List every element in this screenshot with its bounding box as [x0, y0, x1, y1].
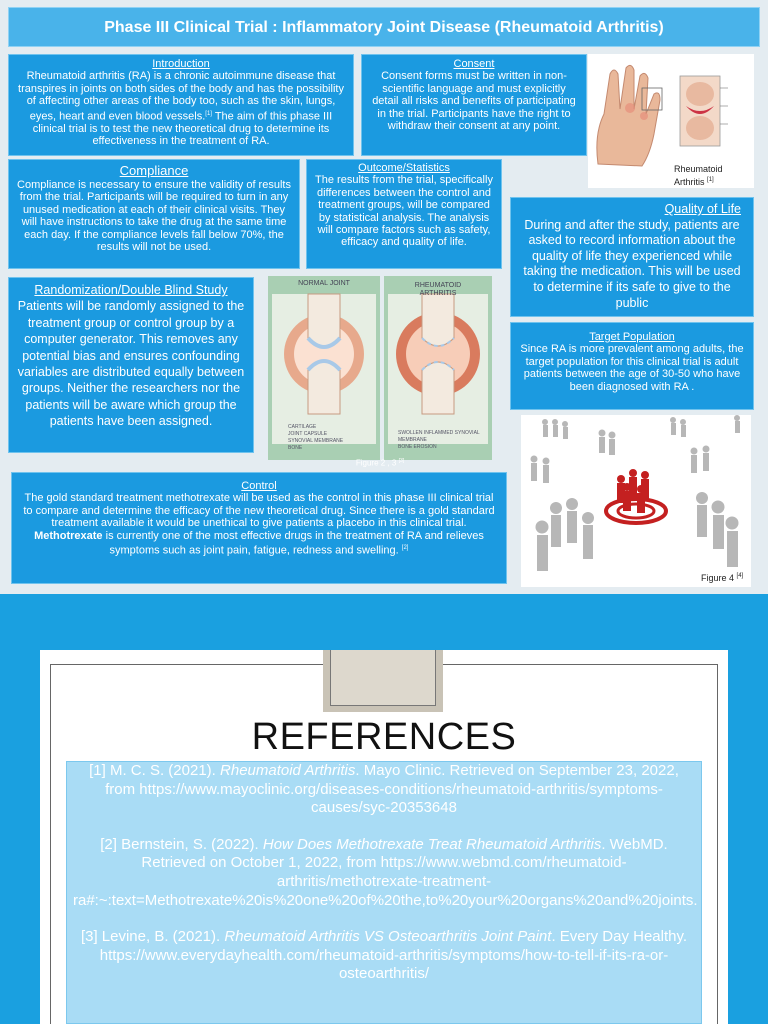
part-joint-capsule: JOINT CAPSULE	[288, 431, 328, 437]
target-population-panel	[510, 322, 754, 410]
figure-4-target-group	[521, 415, 751, 587]
consent-text: Consent forms must be written in non-scientific language and must explicitly detail all risks and benefits of participating in the trial. Participants have the right to withdraw their consent at any point.	[372, 70, 576, 133]
figure-4-citation: [4]	[736, 573, 744, 579]
figure-1-citation: [1]	[707, 177, 714, 183]
references-heading: REFERENCES	[251, 716, 517, 758]
reference-item	[73, 835, 698, 910]
ra-joint-parts	[398, 430, 482, 451]
ra-joint-label: RHEUMATOID ARTHRITIS	[414, 282, 462, 297]
reference-item	[73, 928, 695, 984]
reference-3-title: Rheumatoid Arthritis VS Osteoarthritis Joint Paint	[224, 928, 552, 946]
quality-of-life-panel	[510, 197, 754, 317]
references-list	[66, 761, 702, 1024]
part-synovial-membrane: SYNOVIAL MEMBRANE	[288, 438, 344, 444]
target-heading: Target Population	[589, 331, 675, 343]
figure-4-caption-text: Figure 4	[701, 573, 735, 583]
introduction-heading: Introduction	[152, 58, 210, 70]
reference-3-source: . Every Day Healthy. https://www.everydayhealth.com/rheumatoid-arthritis/symptoms/how-to-tell-if-its-ra-or-osteoarthritis/	[99, 928, 688, 983]
control-heading: Control	[241, 480, 277, 492]
part-bone-erosion: BONE EROSION	[398, 444, 437, 450]
quality-heading: Quality of Life	[664, 202, 741, 216]
reference-1-source: . Mayo Clinic. Retrieved on September 23, 2022, from https://www.mayoclinic.org/diseases-conditions/rheumatoid-arthritis/symptoms-causes/syc-20353648	[105, 762, 679, 817]
introduction-text: Rheumatoid arthritis (RA) is a chronic autoimmune disease that transpires in joints on both sides of the body and has the possibility of affecting other areas of the body too, such as the skin, lungs, eyes, heart and even blood vessels.	[18, 70, 344, 123]
introduction-citation: [1]	[205, 110, 212, 117]
people-target-illustration	[521, 415, 751, 587]
normal-joint-parts	[288, 424, 343, 452]
poster-title: Phase III Clinical Trial : Inflammatory Joint Disease (Rheumatoid Arthritis)	[8, 7, 760, 47]
reference-3-author: [3] Levine, B. (2021).	[80, 928, 225, 946]
quality-text: During and after the study, patients are asked to record information about the quality of life they experienced while taking the medication. This will be used to determine if its safe to give to the public	[523, 217, 741, 310]
randomization-panel	[8, 277, 254, 453]
control-text: The gold standard treatment methotrexate will be used as the control in this phase III clinical trial to compare and determine the efficacy of the new theoretical drug. Since there is a gold standard treatment available it would be unethical to give patients a placebo in this clinical trial.	[23, 492, 495, 530]
figure-2-3-caption	[268, 458, 492, 468]
figure-1-rheumatoid-hand	[588, 54, 754, 188]
introduction-panel	[8, 54, 354, 156]
figure-2-3-caption-text: Figure 2 , 3	[355, 458, 397, 468]
figure-1-caption	[674, 164, 754, 188]
outcome-heading: Outcome/Statistics	[358, 162, 450, 174]
reference-2-author: [2] Bernstein, S. (2022).	[100, 835, 263, 853]
outcome-text: The results from the trial, specifically differences between the control and treatment groups, will be compared by statistical analysis. The analysis will compare factors such as safety, efficacy and quality of life.	[315, 174, 493, 249]
outcome-statistics-panel	[306, 159, 502, 269]
part-cartilage: CARTILAGE	[288, 424, 317, 430]
paper-tab-inner	[330, 650, 436, 706]
target-text: Since RA is more prevalent among adults, the target population for this clinical trial is adult patients between the age of 30-50 who have been diagnosed with RA .	[520, 343, 744, 393]
control-panel	[11, 472, 507, 584]
compliance-panel	[8, 159, 300, 269]
control-citation: [2]	[401, 545, 409, 552]
compliance-heading: Compliance	[119, 163, 189, 178]
reference-item	[73, 762, 695, 818]
randomization-heading: Randomization/Double Blind Study	[34, 283, 228, 297]
control-text-2: is currently one of the most effective drugs in the treatment of RA and relieves symptoms such as joint pain, fatigue, redness and swelling.	[102, 529, 484, 557]
part-bone: BONE	[288, 445, 303, 451]
randomization-text: Patients will be randomly assigned to the treatment group or control group by a computer generator. This removes any potential bias and ensures confounding variables are distributed equally between groups. Neither the researchers nor the patients will be aware which group the patients have been assigned.	[17, 299, 245, 429]
reference-1-author: [1] M. C. S. (2021).	[89, 762, 221, 779]
figure-1-caption-text: Rheumatoid Arthritis	[674, 164, 723, 187]
reference-2-source: . WebMD. Retrieved on October 1, 2022, from https://www.webmd.com/rheumatoid-arthritis/methotrexate-treatment-ra#:~:text=Methotrexate%20is%20one%20of%20the,to%20your%20organs%20and%20joints.	[73, 835, 698, 909]
normal-joint-label: NORMAL JOINT	[298, 280, 350, 287]
part-swollen-synovial: SWOLLEN INFLAMMED SYNOVIAL MEMBRANE	[398, 430, 480, 443]
compliance-text: Compliance is necessary to ensure the validity of results from the trial. Participants will be required to turn in any unused medication at each of their clinical visits. They will have instructions to take the drug at the same time each day. If the compliance levels fall below 70%, the results will not be used.	[17, 179, 291, 254]
reference-1-title: Rheumatoid Arthritis	[220, 762, 356, 779]
figure-2-3-joint-comparison	[268, 276, 492, 468]
figure-2-3-citation: [3]	[398, 458, 405, 464]
consent-heading: Consent	[453, 58, 495, 70]
control-drug-name: Methotrexate	[34, 529, 103, 542]
reference-2-title: How Does Methotrexate Treat Rheumatoid Arthritis	[262, 835, 602, 853]
figure-4-caption	[701, 573, 751, 583]
consent-panel	[361, 54, 587, 156]
introduction-text-2: The aim of this phase III clinical trial is to test the new theoretical drug to determine its effectiveness in the treatment of RA.	[32, 110, 333, 148]
